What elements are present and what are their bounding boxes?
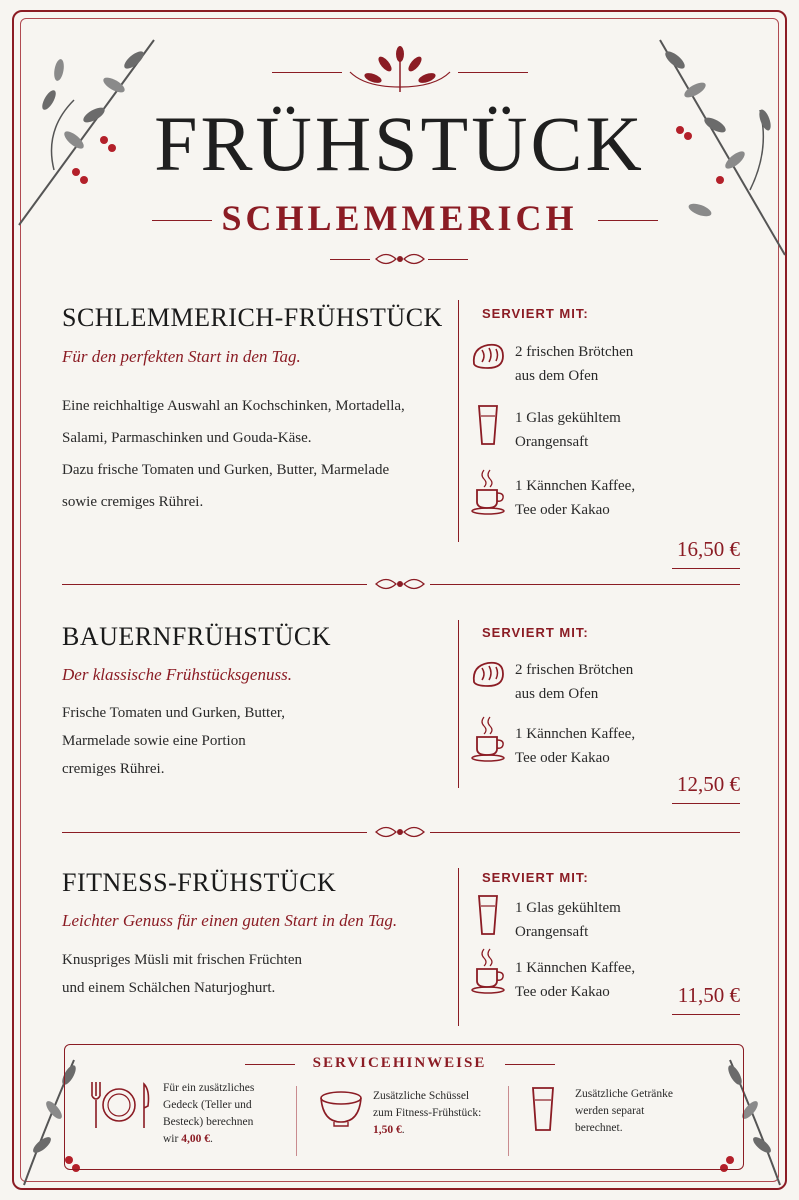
served-item-line: 1 Glas gekühltem xyxy=(515,410,621,426)
service-note-3 xyxy=(575,1086,705,1137)
service-separator xyxy=(508,1086,509,1156)
glass-icon xyxy=(476,894,500,936)
service-note-text: . xyxy=(209,1133,213,1145)
section-3-price: 11,50 € xyxy=(677,983,740,1007)
description-line: Dazu frische Tomaten und Gurken, Butter, Marmelade xyxy=(62,462,390,478)
price-underline xyxy=(672,803,740,804)
bread-icon xyxy=(470,340,506,372)
section-3-title: FITNESS-FRÜHSTÜCK xyxy=(62,868,337,897)
section-separator-left xyxy=(62,584,367,585)
service-separator xyxy=(296,1086,297,1156)
description-line: Eine reichhaltige Auswahl an Kochschinken, Mortadella, xyxy=(62,398,405,414)
served-item xyxy=(515,896,735,944)
description-line: Salami, Parmaschinken und Gouda-Käse. xyxy=(62,430,312,446)
served-item-line: 1 Glas gekühltem xyxy=(515,900,621,916)
service-note-line: Besteck) berechnen xyxy=(163,1116,254,1128)
section-2-price: 12,50 € xyxy=(677,772,740,796)
coffee-cup-icon xyxy=(470,715,508,763)
served-item-line: Tee oder Kakao xyxy=(515,750,610,766)
bread-icon xyxy=(470,658,506,690)
section-3-served-label: SERVIERT MIT: xyxy=(482,870,589,885)
served-item xyxy=(515,722,735,770)
ornament-rule-right xyxy=(458,72,528,73)
served-item xyxy=(515,340,735,388)
section-3-tagline: Leichter Genuss für einen guten Start in den Tag. xyxy=(62,911,398,930)
flourish-icon xyxy=(372,823,428,841)
description-line: cremiges Rührei. xyxy=(62,761,165,777)
coffee-cup-icon xyxy=(470,947,508,995)
description-line: sowie cremiges Rührei. xyxy=(62,494,204,510)
service-note-price: 1,50 € xyxy=(373,1124,402,1136)
service-note-line: Zusätzliche Getränke xyxy=(575,1088,674,1100)
section-2-tagline: Der klassische Frühstücksgenuss. xyxy=(62,665,292,684)
price-underline xyxy=(672,1014,740,1015)
section-2-description xyxy=(62,699,285,783)
service-note-line: berechnet. xyxy=(575,1122,623,1134)
served-item-line: Tee oder Kakao xyxy=(515,984,610,1000)
section-3-divider xyxy=(458,868,459,1026)
ornament-rule-left xyxy=(272,72,342,73)
service-note-line xyxy=(373,1122,503,1139)
served-item xyxy=(515,406,735,454)
service-note-1 xyxy=(163,1080,283,1148)
served-item xyxy=(515,658,735,706)
service-note-2 xyxy=(373,1088,503,1139)
service-note-line: zum Fitness-Frühstück: xyxy=(373,1107,482,1119)
service-note-line: Für ein zusätzliches xyxy=(163,1082,255,1094)
served-item-line: Orangensaft xyxy=(515,434,589,450)
section-2-title: BAUERNFRÜHSTÜCK xyxy=(62,622,331,651)
served-item-line: 2 frischen Brötchen xyxy=(515,662,634,678)
flourish-icon xyxy=(372,575,428,593)
coffee-cup-icon xyxy=(470,468,508,516)
description-line: Knuspriges Müsli mit frischen Früchten xyxy=(62,952,302,968)
section-1-tagline: Für den perfekten Start in den Tag. xyxy=(62,347,301,366)
description-line: Frische Tomaten und Gurken, Butter, xyxy=(62,705,286,721)
served-item-line: Tee oder Kakao xyxy=(515,502,610,518)
section-2-served-label: SERVIERT MIT: xyxy=(482,625,589,640)
bowl-icon xyxy=(318,1088,364,1128)
section-3-description xyxy=(62,946,302,1002)
service-notes-title: SERVICEHINWEISE xyxy=(312,1055,487,1071)
service-note-text: wir xyxy=(163,1133,182,1145)
served-item-line: aus dem Ofen xyxy=(515,368,599,384)
flourish-rule-right xyxy=(428,259,468,260)
page-subtitle: SCHLEMMERICH xyxy=(221,198,578,238)
section-1-served-label: SERVIERT MIT: xyxy=(482,306,589,321)
served-item-line: 1 Kännchen Kaffee, xyxy=(515,726,636,742)
glass-icon xyxy=(476,404,500,446)
flourish-rule-left xyxy=(330,259,370,260)
served-item-line: 2 frischen Brötchen xyxy=(515,344,634,360)
service-note-text: . xyxy=(401,1124,405,1136)
description-line: Marmelade sowie eine Portion xyxy=(62,733,246,749)
service-note-line: werden separat xyxy=(575,1105,645,1117)
section-separator-right xyxy=(430,832,740,833)
served-item-line: Orangensaft xyxy=(515,924,589,940)
section-2-divider xyxy=(458,620,459,788)
glass-icon xyxy=(530,1086,556,1132)
service-note-price: 4,00 € xyxy=(181,1133,210,1145)
plate-cutlery-icon xyxy=(86,1080,152,1130)
served-item-line: 1 Kännchen Kaffee, xyxy=(515,960,636,976)
section-1-title: SCHLEMMERICH-FRÜHSTÜCK xyxy=(62,303,443,332)
service-note-line: Gedeck (Teller und xyxy=(163,1099,252,1111)
served-item-line: 1 Kännchen Kaffee, xyxy=(515,478,636,494)
section-1-divider xyxy=(458,300,459,542)
description-line: und einem Schälchen Naturjoghurt. xyxy=(62,980,276,996)
flourish-icon xyxy=(372,250,428,268)
served-item-line: aus dem Ofen xyxy=(515,686,599,702)
price-underline xyxy=(672,568,740,569)
section-1-description xyxy=(62,390,405,518)
served-item xyxy=(515,474,735,522)
service-note-line: Zusätzliche Schüssel xyxy=(373,1090,470,1102)
page-title: FRÜHSTÜCK xyxy=(154,100,645,187)
section-1-price: 16,50 € xyxy=(677,537,740,561)
section-separator-right xyxy=(430,584,740,585)
top-ornament-icon xyxy=(345,42,455,97)
service-note-line xyxy=(163,1131,283,1148)
section-separator-left xyxy=(62,832,367,833)
